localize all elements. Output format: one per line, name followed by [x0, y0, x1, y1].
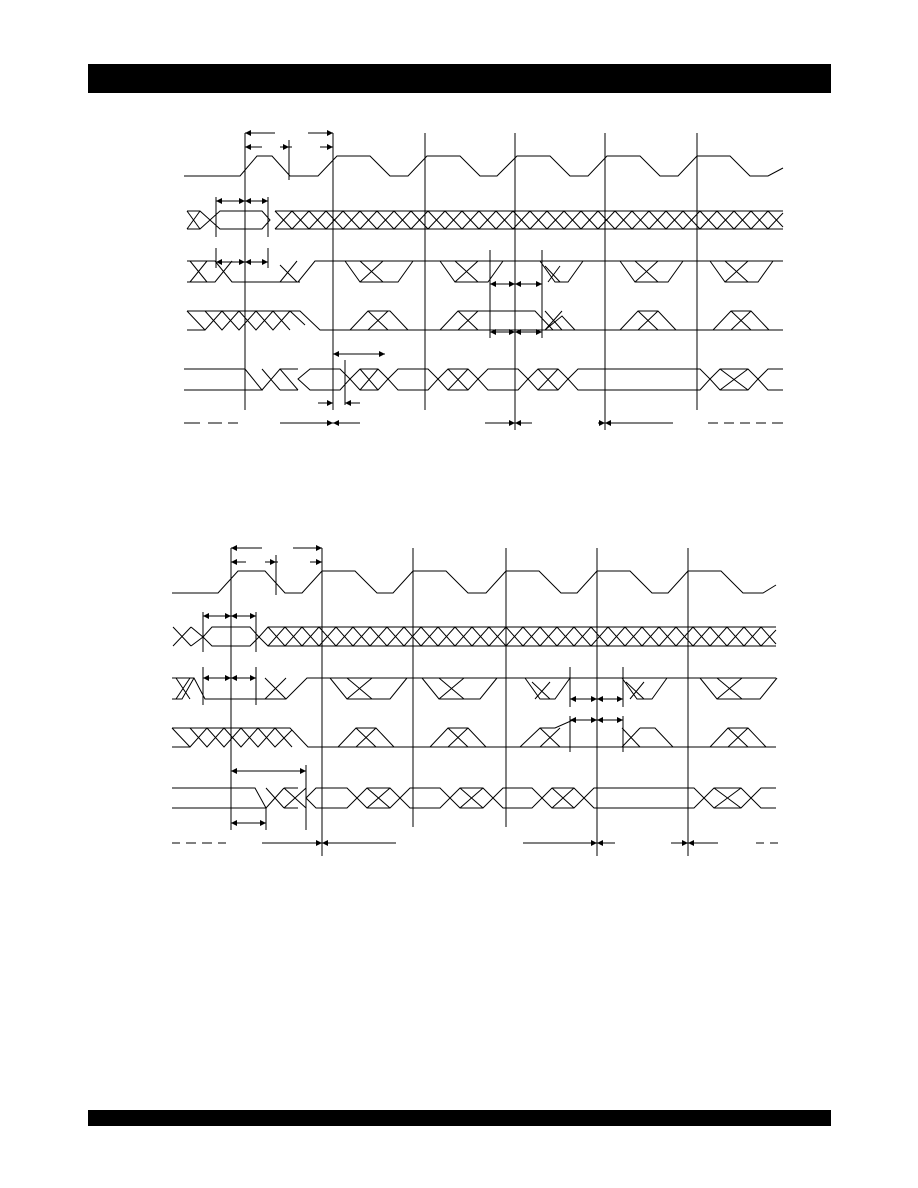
- control-signal-1: [172, 678, 777, 699]
- timing-arrows: [184, 130, 783, 426]
- timing-diagram-2: [0, 540, 918, 860]
- header-bar: [88, 64, 831, 93]
- address-bus: [173, 627, 776, 646]
- timing-diagram-1: [0, 125, 918, 435]
- data-bus: [172, 788, 776, 808]
- address-bus: [187, 211, 783, 229]
- clock-signal: [184, 156, 783, 176]
- reference-lines: [203, 548, 688, 856]
- footer-bar: [88, 1110, 831, 1126]
- control-signal-2: [172, 720, 776, 747]
- control-signal-1: [187, 261, 783, 282]
- control-signal-2: [187, 311, 783, 330]
- clock-signal: [172, 571, 776, 593]
- data-bus: [184, 369, 783, 390]
